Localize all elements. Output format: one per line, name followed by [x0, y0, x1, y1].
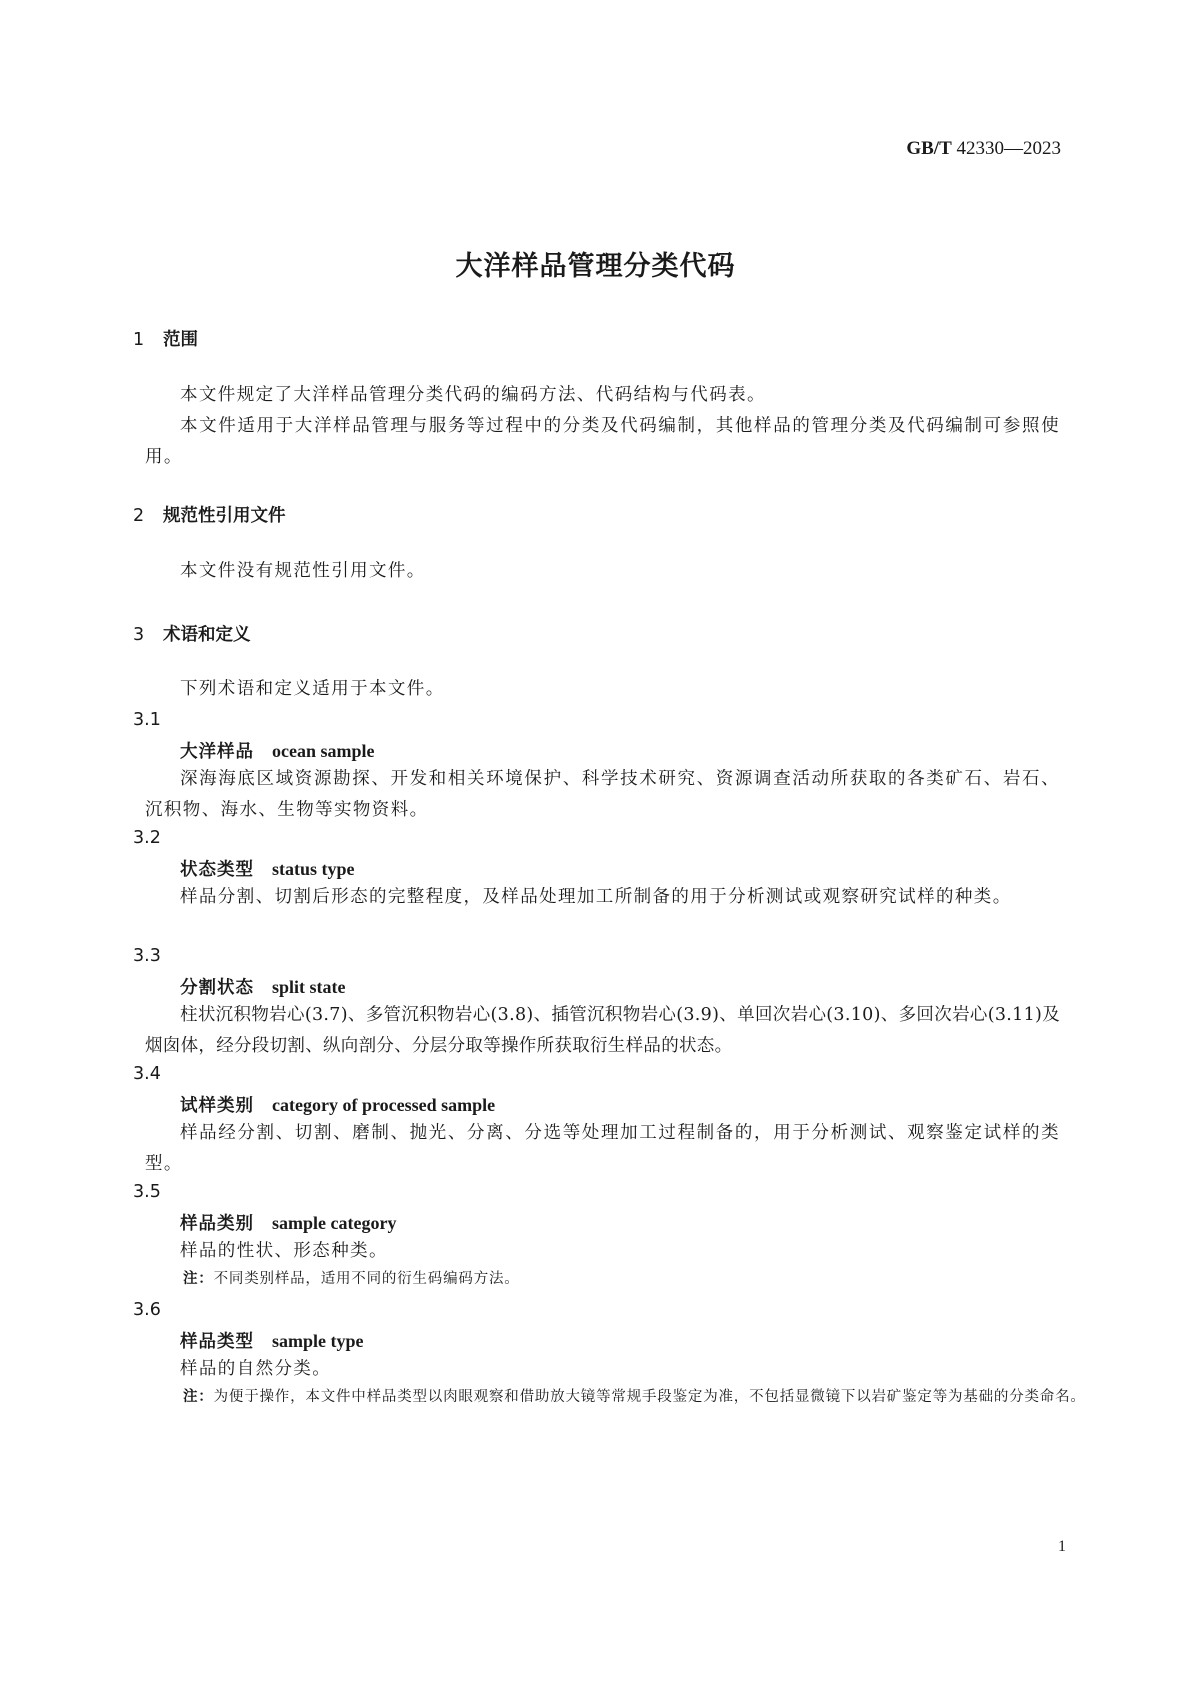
term-3-3-definition: 柱状沉积物岩心(3.7)、多管沉积物岩心(3.8)、插管沉积物岩心(3.9)、单回次岩心(3.10)、多回次岩心(3.11)及烟囱体，经分段切割、纵向剖分、分层分取等操作所获取衍生样品的状态。 — [145, 1005, 1060, 1056]
section-1-para-2: 本文件适用于大洋样品管理与服务等过程中的分类及代码编制，其他样品的管理分类及代码编制可参照使用。 — [145, 416, 1060, 467]
term-zh: 样品类型 — [180, 1332, 254, 1352]
term-number: 3.2 — [133, 828, 161, 848]
term-3-1-definition: 深海海底区域资源勘探、开发和相关环境保护、科学技术研究、资源调查活动所获取的各类矿石、岩石、沉积物、海水、生物等实物资料。 — [145, 769, 1060, 820]
note-label: 注： — [183, 1389, 214, 1405]
term-number: 3.1 — [133, 710, 161, 730]
term-en: sample category — [272, 1213, 397, 1233]
section-title: 范围 — [163, 330, 198, 350]
term-zh: 状态类型 — [180, 860, 254, 880]
term-en: ocean sample — [272, 741, 375, 761]
term-3-2-definition: 样品分割、切割后形态的完整程度，及样品处理加工所制备的用于分析测试或观察研究试样的种类。 — [180, 887, 1012, 907]
standard-id — [906, 138, 1061, 160]
section-number: 3 — [133, 625, 145, 645]
term-en: status type — [272, 859, 355, 879]
term-3-4 — [180, 1092, 495, 1117]
section-number: 1 — [133, 330, 145, 350]
term-en: category of processed sample — [272, 1095, 496, 1115]
term-number: 3.5 — [133, 1182, 161, 1202]
section-1-para-1: 本文件规定了大洋样品管理分类代码的编码方法、代码结构与代码表。 — [180, 385, 766, 405]
section-3-heading — [133, 621, 251, 646]
term-3-6-note — [183, 1383, 1096, 1411]
term-en: sample type — [272, 1331, 364, 1351]
term-number: 3.3 — [133, 946, 161, 966]
note-label: 注： — [183, 1271, 214, 1287]
standard-number: 42330—2023 — [956, 138, 1061, 159]
term-zh: 试样类别 — [180, 1096, 254, 1116]
term-zh: 大洋样品 — [180, 742, 254, 762]
section-title: 术语和定义 — [163, 625, 251, 645]
term-3-5-note — [183, 1265, 1096, 1293]
term-en: split state — [272, 977, 346, 997]
section-3-para-1: 下列术语和定义适用于本文件。 — [180, 679, 445, 699]
term-zh: 分割状态 — [180, 978, 254, 998]
term-3-4-definition: 样品经分割、切割、磨制、抛光、分离、分选等处理加工过程制备的，用于分析测试、观察鉴定试样的类型。 — [145, 1123, 1060, 1174]
document-title: 大洋样品管理分类代码 — [455, 251, 736, 282]
term-zh: 样品类别 — [180, 1214, 254, 1234]
section-title: 规范性引用文件 — [163, 506, 286, 526]
section-1-heading — [133, 326, 198, 351]
term-3-2 — [180, 856, 355, 881]
page-number: 1 — [1058, 1538, 1066, 1555]
term-3-1 — [180, 738, 375, 763]
term-3-3 — [180, 974, 346, 999]
section-2-heading — [133, 502, 286, 527]
term-3-6 — [180, 1328, 364, 1353]
section-number: 2 — [133, 506, 145, 526]
term-3-5-definition: 样品的性状、形态种类。 — [180, 1241, 388, 1261]
term-3-6-definition: 样品的自然分类。 — [180, 1359, 332, 1379]
term-number: 3.4 — [133, 1064, 161, 1084]
term-3-5 — [180, 1210, 396, 1235]
term-number: 3.6 — [133, 1300, 161, 1320]
note-text: 为便于操作，本文件中样品类型以肉眼观察和借助放大镜等常规手段鉴定为准，不包括显微镜下以岩矿鉴定等为基础的分类命名。 — [213, 1389, 1086, 1405]
standard-prefix: GB/T — [906, 138, 952, 159]
section-2-para-1: 本文件没有规范性引用文件。 — [180, 561, 426, 581]
note-text: 不同类别样品，适用不同的衍生码编码方法。 — [213, 1271, 520, 1287]
